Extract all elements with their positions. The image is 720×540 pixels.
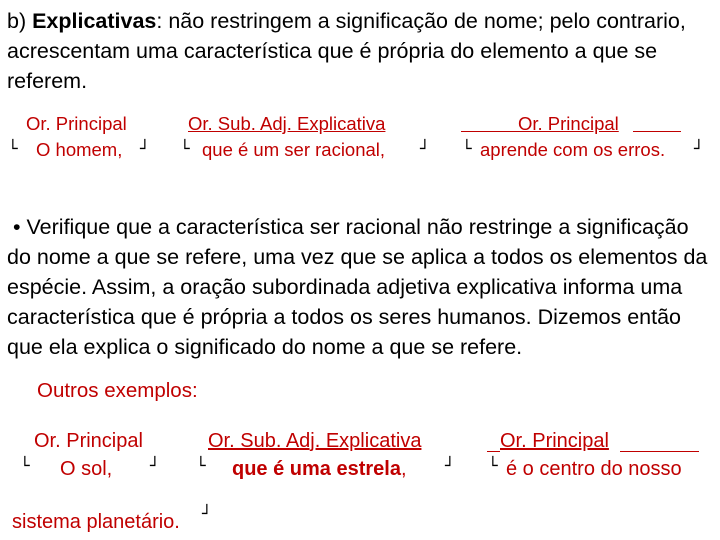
ex2-continuation: sistema planetário. (12, 511, 180, 533)
ex2-explicativa-line: que é uma estrela, (232, 458, 407, 480)
intro-rest: : não restringem a significação de nome; pelo contrario, acrescentam uma característica que é própria do elemento a que se referem. (7, 9, 686, 93)
explanation-line-2: do nome a que se refere, uma vez que se aplica a todos os elementos da (7, 245, 708, 269)
bullet-icon: • (12, 215, 21, 239)
ex1-underline-left (461, 131, 519, 132)
ex1-principal-text-2: aprende com os erros. (480, 139, 666, 160)
explanation-line-3: espécie. Assim, a oração subordinada adjetiva explicativa informa uma (7, 275, 683, 299)
ex2-left-bracket: └ (20, 456, 30, 475)
intro-term: Explicativas (32, 9, 157, 33)
ex1-label-principal-2: Or. Principal (518, 113, 619, 134)
ex2-left-bracket-3: └ (488, 456, 498, 475)
ex1-underline-right (633, 131, 681, 132)
ex1-explicativa-text: que é um ser racional, (202, 139, 386, 160)
explanation-line-5: que ela explica o significado do nome a que se refere. (7, 335, 523, 359)
ex2-label-principal-2: Or. Principal (500, 430, 609, 452)
intro-prefix: b) (7, 9, 33, 33)
ex1-principal-text: O homem, (36, 139, 123, 160)
explanation-line-4: característica que é própria a todos os seres humanos. Dizemos então (7, 305, 682, 329)
ex1-right-bracket-2: ┘ (420, 139, 430, 158)
explanation-paragraph (7, 212, 720, 362)
ex1-left-bracket: └ (8, 139, 18, 158)
intro-paragraph (7, 6, 713, 96)
ex1-right-bracket: ┘ (140, 139, 150, 158)
ex2-right-bracket-3: ┘ (202, 504, 212, 523)
ex2-left-bracket-2: └ (196, 456, 206, 475)
explanation-line-1: • Verifique que a característica ser racional não restringe a significação (12, 215, 689, 239)
ex1-right-bracket-3: ┘ (694, 139, 704, 158)
ex2-principal-text-2: é o centro do nosso (506, 458, 682, 480)
ex2-underline-right (620, 451, 699, 452)
ex2-label-principal: Or. Principal (34, 430, 143, 452)
ex1-left-bracket-3: └ (462, 139, 472, 158)
ex1-label-explicativa: Or. Sub. Adj. Explicativa (188, 113, 386, 134)
ex2-right-bracket-2: ┘ (445, 456, 455, 475)
other-examples-heading: Outros exemplos: (37, 379, 198, 402)
ex2-right-bracket: ┘ (150, 456, 160, 475)
ex2-principal-text: O sol, (60, 458, 113, 480)
ex1-left-bracket-2: └ (180, 139, 190, 158)
ex2-explicativa-text: que é uma estrela (232, 458, 401, 480)
ex1-label-principal: Or. Principal (26, 113, 127, 134)
ex2-underline-left (487, 451, 500, 452)
ex2-label-explicativa: Or. Sub. Adj. Explicativa (208, 430, 422, 452)
